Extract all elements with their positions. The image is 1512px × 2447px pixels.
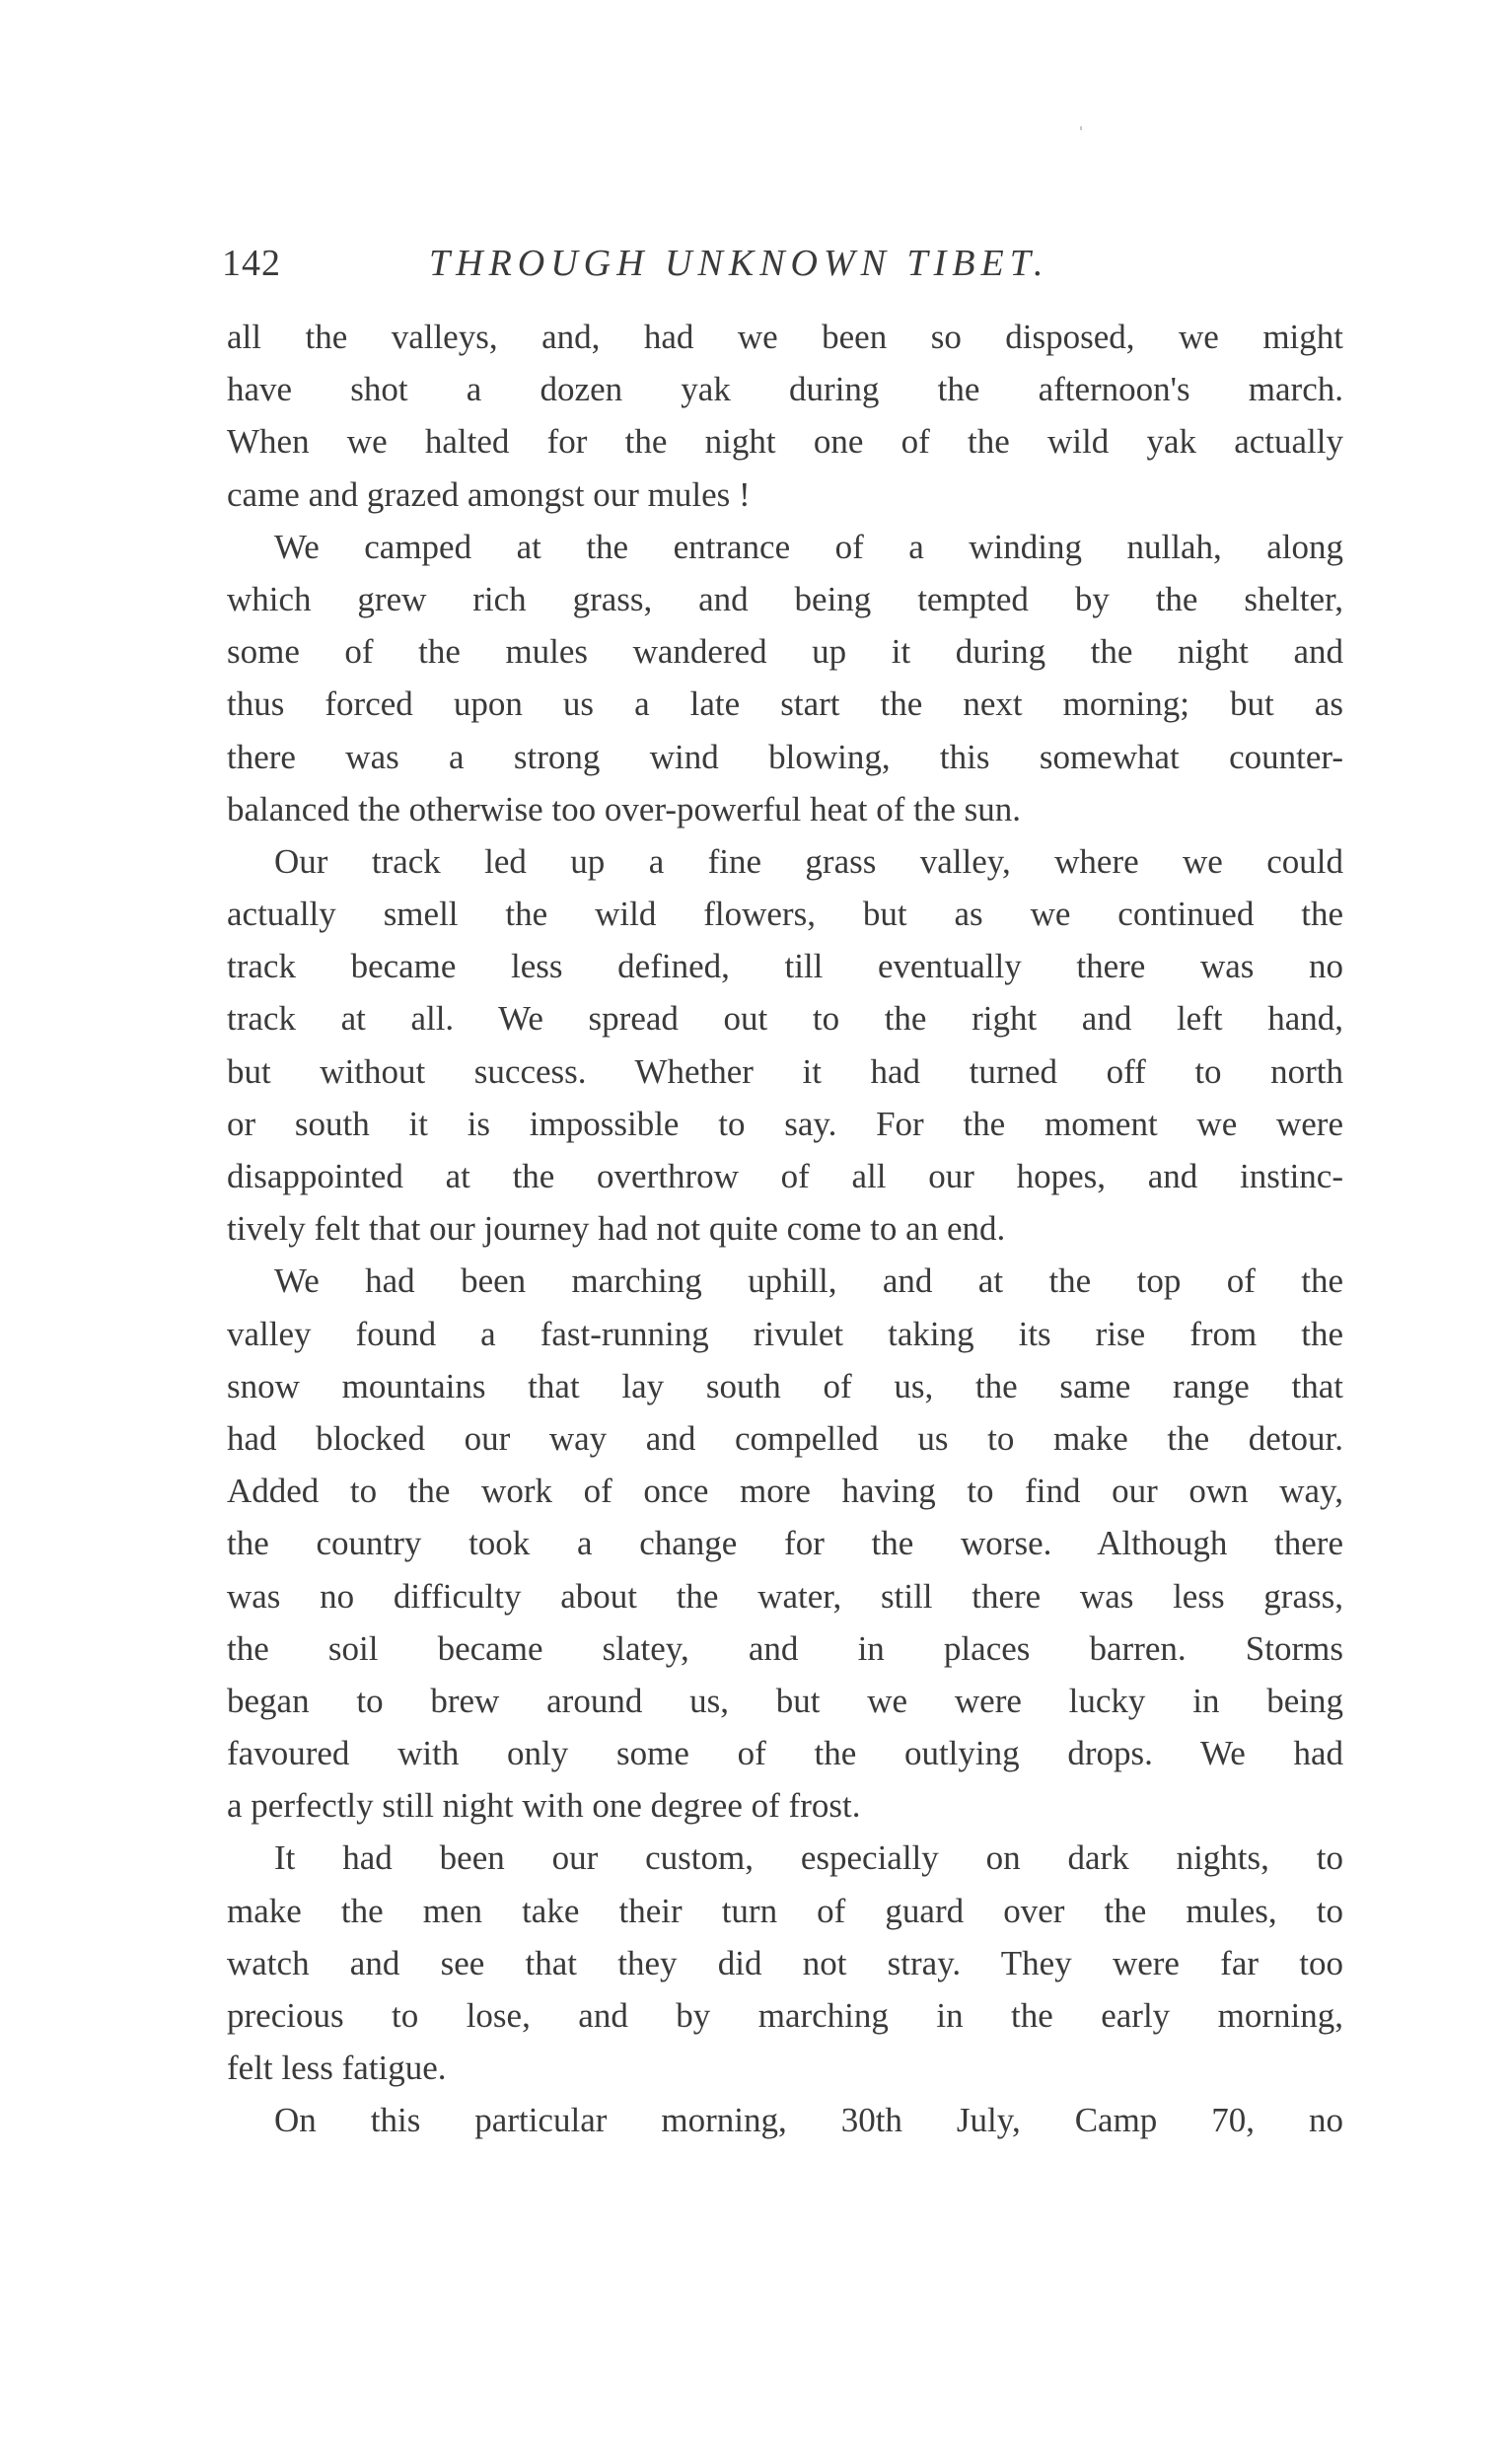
text-line: some of the mules wandered up it during the night and [227,632,1343,672]
text-line: favoured with only some of the outlying drops. We had [227,1734,1343,1773]
body-text [227,311,1343,2147]
text-line: actually smell the wild flowers, but as we continued the [227,895,1343,934]
text-line: Added to the work of once more having to find our own way, [227,1472,1343,1511]
text-line: balanced the otherwise too over-powerful heat of the sun. [227,789,1021,828]
text-line: or south it is impossible to say. For the moment we were [227,1104,1343,1143]
text-line: disappointed at the overthrow of all our hopes, and instinc- [227,1157,1343,1195]
text-line: tively felt that our journey had not quite come to an end. [227,1209,1006,1249]
text-line: was no difficulty about the water, still there was less grass, [227,1576,1343,1616]
text-line: When we halted for the night one of the wild yak actually [227,422,1343,462]
text-line: the country took a change for the worse. Although there [227,1524,1343,1563]
text-line: came and grazed amongst our mules ! [227,474,751,514]
page-number: 142 [222,243,281,284]
text-line: make the men take their turn of guard over the mules, to [227,1891,1343,1930]
page-speck [1080,126,1082,130]
text-line: had blocked our way and compelled us to make the detour. [227,1418,1343,1458]
text-line: watch and see that they did not stray. They were far too [227,1943,1343,1982]
text-line: thus forced upon us a late start the next morning; but as [227,684,1343,724]
text-line: precious to lose, and by marching in the early morning, [227,1996,1343,2035]
text-line: began to brew around us, but we were lucky in being [227,1681,1343,1720]
text-line: which grew rich grass, and being tempted by the shelter, [227,579,1343,618]
text-line: all the valleys, and, had we been so disposed, we might [227,318,1343,356]
text-line: We camped at the entrance of a winding nullah, along [274,527,1343,566]
text-line: track became less defined, till eventually there was no [227,947,1343,986]
text-line: the soil became slatey, and in places barren. Storms [227,1628,1343,1668]
text-line: felt less fatigue. [227,2049,447,2088]
text-line: track at all. We spread out to the right and left hand, [227,999,1343,1039]
text-line: On this particular morning, 30th July, Camp 70, no [274,2101,1343,2140]
text-line: It had been our custom, especially on dark nights, to [274,1838,1343,1878]
text-line: snow mountains that lay south of us, the same range that [227,1366,1343,1405]
text-line: have shot a dozen yak during the afternoon's march. [227,370,1343,409]
page-header [222,242,1346,301]
text-line: a perfectly still night with one degree of frost. [227,1786,861,1826]
text-line: valley found a fast-running rivulet taking its rise from the [227,1314,1343,1353]
text-line: Our track led up a fine grass valley, where we could [274,841,1343,881]
text-line: We had been marching uphill, and at the top of the [274,1261,1343,1301]
text-line: there was a strong wind blowing, this somewhat counter- [227,737,1343,776]
text-line: but without success. Whether it had turned off to north [227,1051,1343,1091]
running-title: THROUGH UNKNOWN TIBET. [429,243,1049,284]
